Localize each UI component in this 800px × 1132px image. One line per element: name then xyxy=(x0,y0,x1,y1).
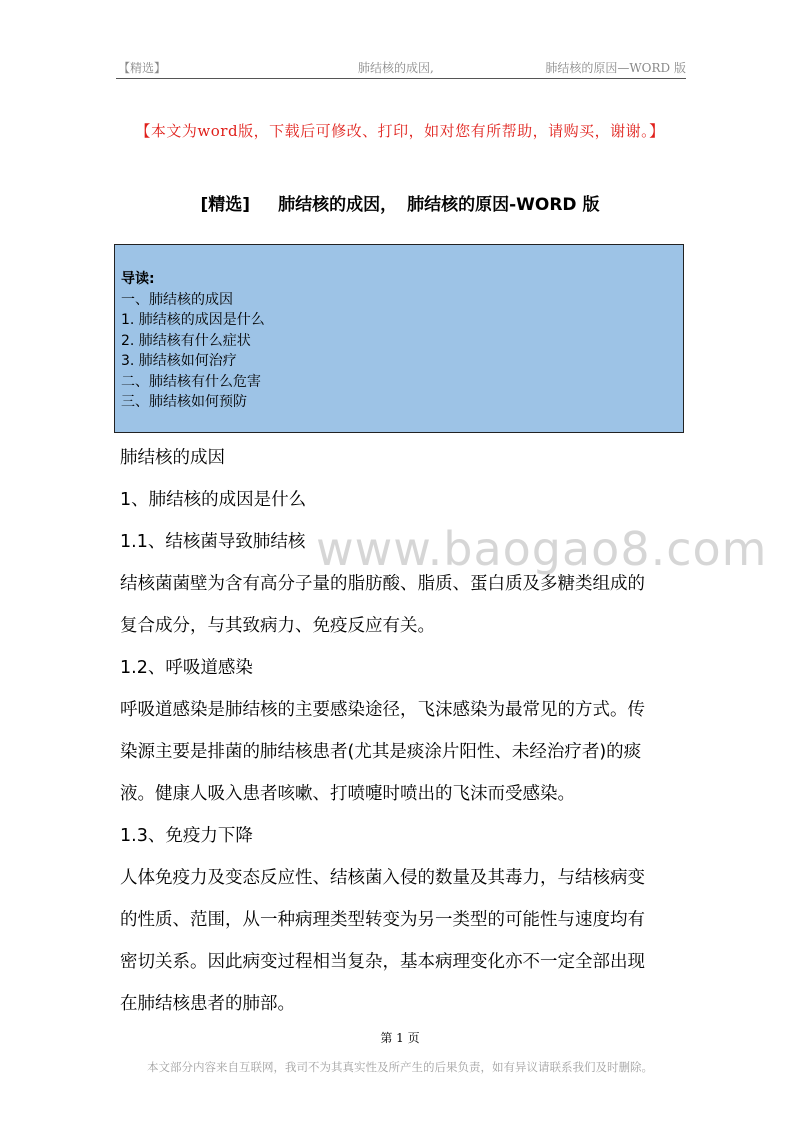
guide-item: 二、肺结核有什么危害 xyxy=(121,373,261,390)
title-main: 肺结核的成因， xyxy=(278,195,398,215)
paragraph-line: 密切关系。因此病变过程相当复杂，基本病理变化亦不一定全部出现 xyxy=(120,952,645,972)
guide-item: 1. 肺结核的成因是什么 xyxy=(121,312,265,328)
guide-item: 2. 肺结核有什么症状 xyxy=(121,332,251,349)
header-center-text: 肺结核的成因, xyxy=(358,61,434,75)
watermark: www.baogao8.com xyxy=(316,522,768,576)
subsection-heading: 1.3、免疫力下降 xyxy=(120,826,253,846)
paragraph-line: 液。健康人吸入患者咳嗽、打喷嚏时喷出的飞沫而受感染。 xyxy=(120,784,575,804)
subsection-heading: 1.2、呼吸道感染 xyxy=(120,658,253,678)
page-header xyxy=(116,56,686,79)
guide-box xyxy=(114,244,684,433)
guide-item: 一、肺结核的成因 xyxy=(121,291,233,308)
title-sub: 肺结核的原因-WORD 版 xyxy=(407,195,600,215)
document-title xyxy=(0,190,800,215)
page-number: 第 1 页 xyxy=(380,1031,420,1045)
paragraph-line: 在肺结核患者的肺部。 xyxy=(120,994,295,1014)
section-heading: 肺结核的成因 xyxy=(120,448,225,468)
subsection-heading: 1、肺结核的成因是什么 xyxy=(120,490,307,510)
footer-disclaimer: 本文部分内容来自互联网，我司不为其真实性及所产生的后果负责，如有异议请联系我们及时删除。 xyxy=(147,1060,653,1074)
paragraph-line: 复合成分，与其致病力、免疫反应有关。 xyxy=(120,616,435,636)
guide-item: 3. 肺结核如何治疗 xyxy=(121,353,237,369)
title-tag: [精选] xyxy=(200,195,251,215)
paragraph-line: 的性质、范围，从一种病理类型转变为另一类型的可能性与速度均有 xyxy=(120,910,645,930)
paragraph-line: 呼吸道感染是肺结核的主要感染途径，飞沫感染为最常见的方式。传 xyxy=(120,700,645,720)
body-text xyxy=(120,437,695,1025)
header-right-text: 肺结核的原因—WORD 版 xyxy=(545,61,686,75)
guide-heading: 导读: xyxy=(121,271,155,287)
paragraph-line: 结核菌菌壁为含有高分子量的脂肪酸、脂质、蛋白质及多糖类组成的 xyxy=(120,574,645,594)
guide-item: 三、肺结核如何预防 xyxy=(121,394,247,410)
purchase-notice: 【本文为word版，下载后可修改、打印，如对您有所帮助，请购买，谢谢。】 xyxy=(135,122,665,140)
paragraph-line: 人体免疫力及变态反应性、结核菌入侵的数量及其毒力，与结核病变 xyxy=(120,868,645,888)
subsection-heading: 1.1、结核菌导致肺结核 xyxy=(120,532,306,552)
paragraph-line: 染源主要是排菌的肺结核患者(尤其是痰涂片阳性、未经治疗者)的痰 xyxy=(120,742,642,762)
header-left-text: 【精选】 xyxy=(118,61,167,75)
